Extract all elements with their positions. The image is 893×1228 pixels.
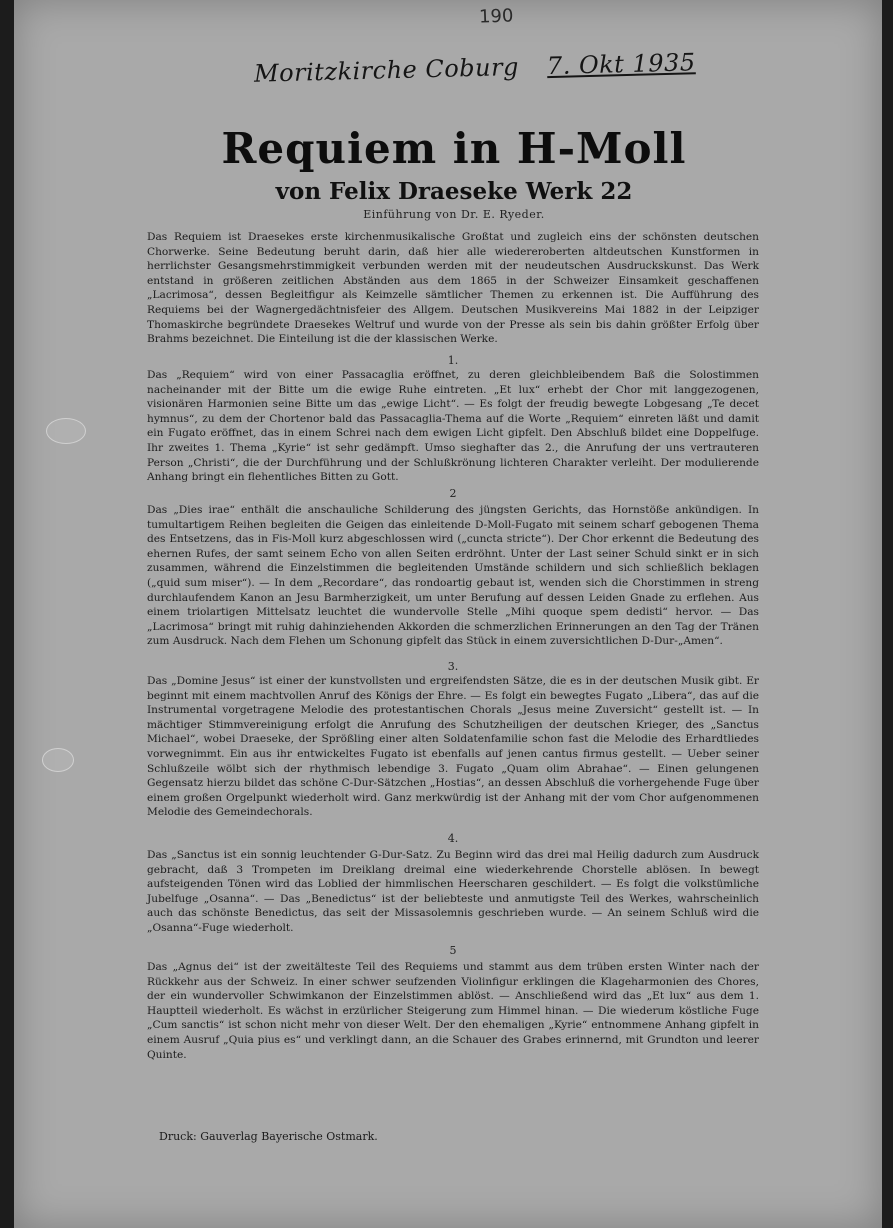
section-2-paragraph: Das „Dies irae“ enthält die anschauliche Schilderung des jüngsten Gerichts, das Hornstöße ankündigen. In tumultartigem Reihen begleiten die Geigen das einleitende D-Moll-Fugato mit seinem scharf gebogenen Thema des Entsetzens, das in Fis-Moll kurz abgeschlossen wird („cuncta stricte“). Der Chor erkennt die Bedeutung des ehernen Rufes, der samt seinem Echo von allen Seiten erdröhnt. Unter der Last seiner Schuld sinkt er in sich zusammen, während die Einzelstimmen die begleitenden Umstände schildern und sich schließlich beklagen („quid sum miser“). — In dem „Recordare“, das rondoartig gebaut ist, wenden sich die Chorstimmen in streng durchlaufendem Kanon an Jesu Barmherzigkeit, um unter Berufung auf dessen Leiden Gnade zu erflehen. Aus einem triolartigen Mittelsatz leuchtet die wundervolle Stelle „Mihi quoque spem dedisti“ hervor. — Das „Lacrimosa“ bringt mit ruhig dahinziehenden Akkorden die schmerzlichen Erinnerungen an den Tag der Tränen zum Ausdruck. Nach dem Flehen um Schonung gipfelt das Stück in einem zuversichtlichen D-Dur-„Amen“.	[147, 504, 759, 648]
handwritten-note	[254, 48, 696, 88]
page-number: 190	[478, 5, 514, 28]
handwritten-place: Moritzkirche Coburg	[253, 52, 520, 88]
handwritten-date: 7. Okt 1935	[546, 48, 696, 81]
section-2-number: 2	[449, 487, 457, 500]
section-1-number: 1.	[447, 354, 459, 367]
section-4-paragraph: Das „Sanctus ist ein sonnig leuchtender G-Dur-Satz. Zu Beginn wird das drei mal Heilig dadurch zum Ausdruck gebracht, daß 3 Trompeten im Dreiklang dreimal eine wiederkehrende Chorstelle ablösen. In bewegt aufsteigenden Tönen wird das Loblied der himmlischen Heerscharen geschildert. — Es folgt die volkstümliche Jubelfuge „Osanna“. — Das „Benedictus“ ist der beliebteste und anmutigste Teil des Werkes, wahrscheinlich auch das schönste Benedictus, das seit der Missasolemnis geschrieben wurde. — An seinem Schluß wird die „Osanna“-Fuge wiederholt.	[147, 849, 759, 934]
punch-hole-mark	[42, 748, 74, 772]
document-title: Requiem in H-Moll	[221, 124, 687, 173]
section-4-number: 4.	[447, 832, 459, 845]
section-1-paragraph: Das „Requiem“ wird von einer Passacaglia eröffnet, zu deren gleichbleibendem Baß die Solostimmen nacheinander mit der Bitte um die ewige Ruhe eintreten. „Et lux“ erhebt der Chor mit langgezogenen, visionären Harmonien seine Bitte um das „ewige Licht“. — Es folgt der freudig bewegte Lobgesang „Te decet hymnus“, zu dem der Chortenor bald das Passacaglia-Thema auf die Worte „Requiem“ einreten läßt und damit ein Fugato eröffnet, das in einem Schrei nach dem ewigen Licht gipfelt. Den Abschluß bildet eine Doppelfuge. Ihr zweites 1. Thema „Kyrie“ ist sehr gedämpft. Umso sieghafter das 2., die Anrufung der uns vertrauteren Person „Christi“, die der Durchführung und der Schlußkrönung lichteren Charakter verleiht. Der modulierende Anhang bringt ein flehentliches Bitten zu Gott.	[147, 369, 759, 484]
section-5-number: 5	[449, 944, 457, 957]
printer-imprint: Druck: Gauverlag Bayerische Ostmark.	[159, 1130, 378, 1143]
document-subtitle: von Felix Draeseke Werk 22	[275, 178, 633, 205]
document-page	[14, 0, 882, 1228]
punch-hole-mark	[46, 418, 86, 444]
intro-paragraph: Das Requiem ist Draesekes erste kirchenmusikalische Großtat und zugleich eins der schönsten deutschen Chorwerke. Seine Bedeutung beruht darin, daß hier alle wiedereroberten altdeutschen Kunstformen in herrlichster Gesangsmehrstimmigkeit verbunden werden mit der neudeutschen Ausdruckskunst. Das Werk entstand in größeren zeitlichen Abständen aus dem 1865 in der Schweizer Einsamkeit geschaffenen „Lacrimosa“, dessen Begleitfigur als Keimzelle sämtlicher Themen zu erkennen ist. Die Aufführung des Requiems bei der Wagnergedächtnisfeier des Allgem. Deutschen Musikvereins Mai 1882 in der Leipziger Thomaskirche begründete Draesekes Weltruf und wurde von der Presse als sein bis dahin größter Erfolg über Brahms bezeichnet. Die Einteilung ist die der klassischen Werke.	[147, 231, 759, 346]
section-3-number: 3.	[447, 660, 459, 673]
intro-credit: Einführung von Dr. E. Ryeder.	[363, 208, 545, 221]
section-3-paragraph: Das „Domine Jesus“ ist einer der kunstvollsten und ergreifendsten Sätze, die es in der deutschen Musik gibt. Er beginnt mit einem machtvollen Anruf des Königs der Ehre. — Es folgt ein bewegtes Fugato „Libera“, das auf die Instrumental vorgetragene Melodie des protestantischen Chorals „Jesus meine Zuversicht“ gestellt ist. — In mächtiger Stimmvereinigung erfolgt die Anrufung des Schutzheiligen der deutschen Krieger, des „Sanctus Michael“, wobei Draeseke, der Sprößling einer alten Soldatenfamilie schon fast die Melodie des Erhardtliedes vorwegnimmt. Ein aus ihr entwickeltes Fugato ist ebenfalls auf jenen cantus firmus gestellt. — Ueber seiner Schlußzeile wölbt sich der rhythmisch lebendige 3. Fugato „Quam olim Abrahae“. — Einen gelungenen Gegensatz hierzu bildet das schöne C-Dur-Sätzchen „Hostias“, an dessen Abschluß die vorhergehende Fuge über einem großen Orgelpunkt wiederholt wird. Ganz merkwürdig ist der Anhang mit der vom Chor aufgenommenen Melodie des Gemeindechorals.	[147, 675, 759, 819]
section-5-paragraph: Das „Agnus dei“ ist der zweitälteste Teil des Requiems und stammt aus dem trüben ersten Winter nach der Rückkehr aus der Schweiz. In einer schwer seufzenden Violinfigur erklingen die Klageharmonien des Chores, der ein wundervoller Schwimkanon der Einzelstimmen ablöst. — Anschließend wird das „Et lux“ aus dem 1. Hauptteil wiederholt. Es wächst in erzürlicher Steigerung zum Himmel hinan. — Die wiederum köstliche Fuge „Cum sanctis“ ist schon nicht mehr von dieser Welt. Der den ehemaligen „Kyrie“ entnommene Anhang gipfelt in einem Ausruf „Quia pius es“ und verklingt dann, an die Schauer des Grabes erinnernd, mit Grundton und leerer Quinte.	[147, 961, 759, 1061]
